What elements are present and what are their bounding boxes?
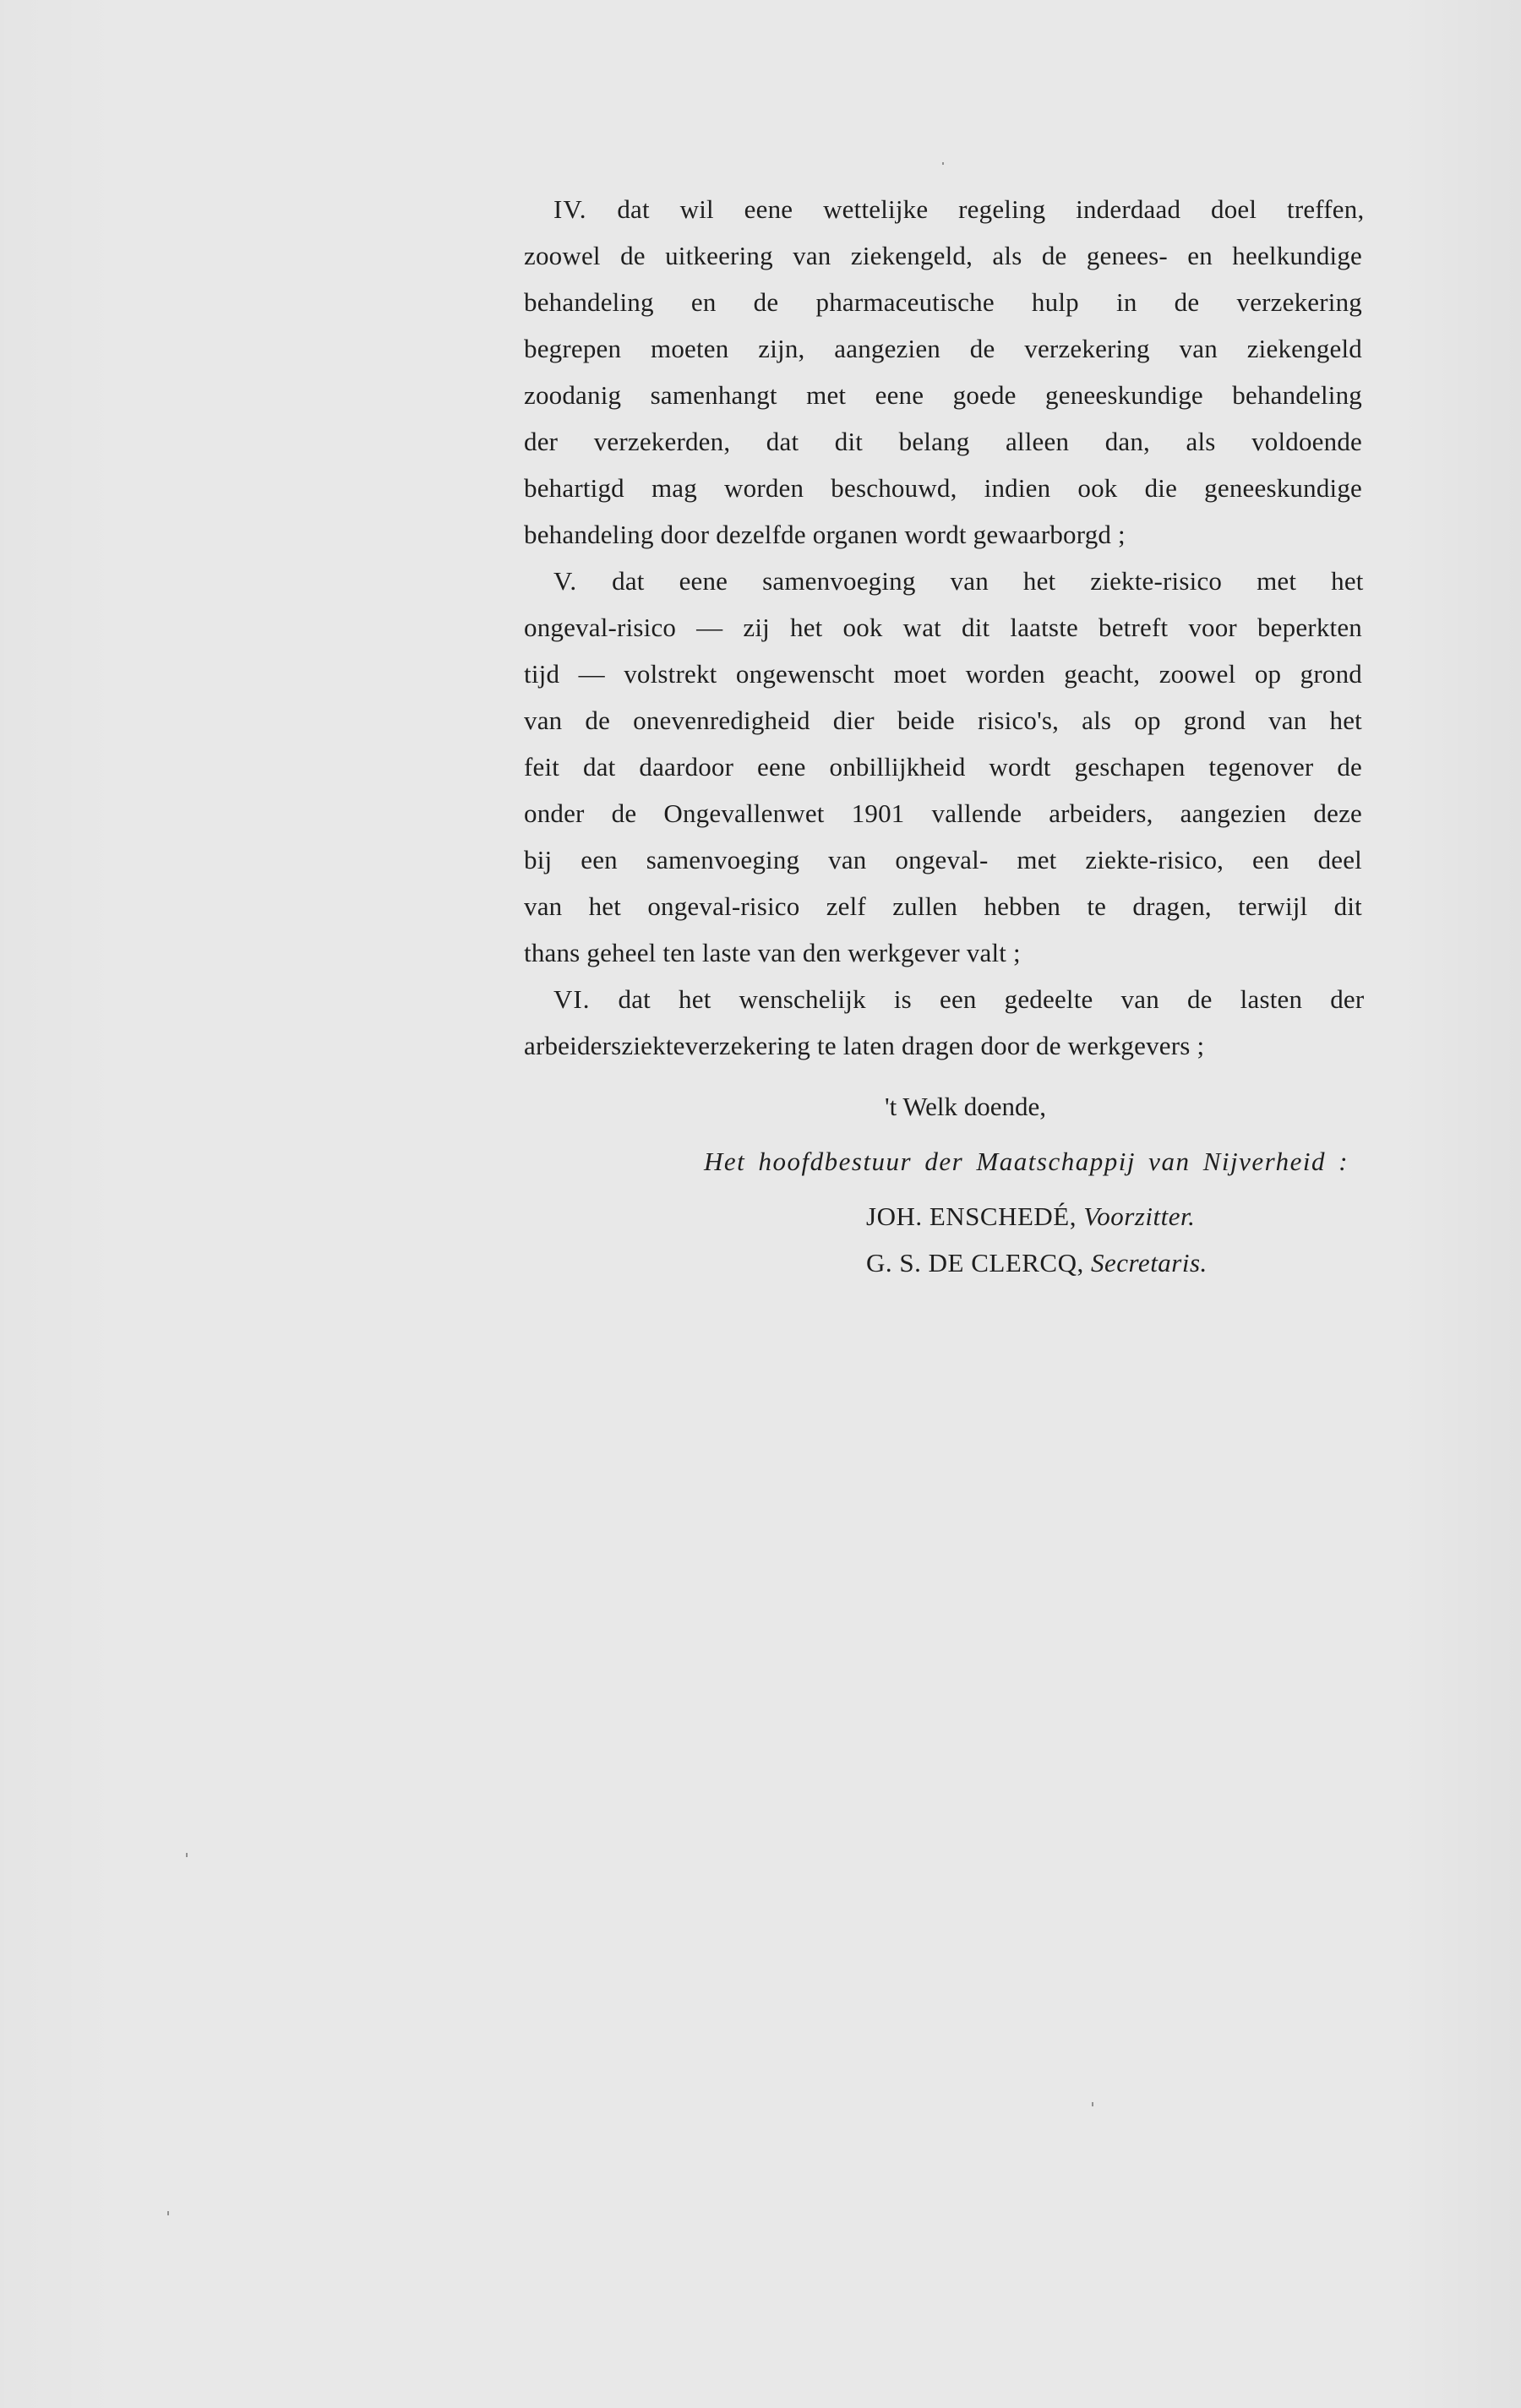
resolution-text [524, 186, 1365, 1069]
text-line: van het ongeval-risico zelf zullen hebben te dragen, terwijl dit [524, 891, 1362, 921]
line-text: dat wil eene wettelijke regeling inderdaad doel treffen, [617, 194, 1365, 224]
text-line: van de onevenredigheid dier beide risico's, als op grond van het [524, 706, 1362, 735]
signatory-name: JOH. ENSCHEDÉ, [866, 1201, 1077, 1231]
paragraph-numeral: VI. [553, 984, 591, 1014]
signatory-chairman [866, 1200, 1195, 1234]
text-line: zoowel de uitkeering van ziekengeld, als de genees- en heelkundige [524, 241, 1362, 270]
text-line [524, 976, 1365, 1022]
text-line [524, 186, 1365, 232]
paragraph-v [524, 558, 1362, 976]
text-line: der verzekerden, dat dit belang alleen dan, als voldoende [524, 427, 1362, 456]
scan-speck [1092, 2102, 1093, 2106]
text-line: behandeling door dezelfde organen wordt gewaarborgd ; [524, 520, 1126, 549]
signatory-role: Voorzitter. [1083, 1201, 1196, 1231]
text-line: begrepen moeten zijn, aangezien de verzekering van ziekengeld [524, 334, 1362, 363]
text-line: behandeling en de pharmaceutische hulp in de verzekering [524, 287, 1362, 317]
paragraph-numeral: V. [553, 566, 578, 596]
line-text: dat eene samenvoeging van het ziekte-risico met het [612, 566, 1364, 596]
signatory-name: G. S. DE CLERCQ, [866, 1248, 1084, 1278]
signatory-role: Secretaris. [1091, 1248, 1208, 1278]
text-line: arbeidersziekteverzekering te laten dragen door de werkgevers ; [524, 1031, 1205, 1060]
text-line: feit dat daardoor eene onbillijkheid wordt geschapen tegenover de [524, 752, 1362, 782]
scan-speck [186, 1853, 188, 1857]
board-signature-heading: Het hoofdbestuur der Maatschappij van Nijverheid : [704, 1147, 1349, 1176]
signatory-secretary [866, 1246, 1208, 1280]
paragraph-iv [524, 186, 1365, 558]
text-line: zoodanig samenhangt met eene goede geneeskundige behandeling [524, 380, 1362, 410]
text-line [524, 558, 1362, 604]
text-line: onder de Ongevallenwet 1901 vallende arbeiders, aangezien deze [524, 798, 1362, 828]
scan-speck [942, 162, 944, 165]
paragraph-vi [524, 976, 1365, 1069]
paragraph-numeral: IV. [553, 194, 587, 224]
text-line: behartigd mag worden beschouwd, indien ook die geneeskundige [524, 473, 1362, 503]
text-line: tijd — volstrekt ongewenscht moet worden geacht, zoowel op grond [524, 659, 1362, 689]
text-line: bij een samenvoeging van ongeval- met ziekte-risico, een deel [524, 845, 1362, 874]
closing-phrase: 't Welk doende, [885, 1092, 1047, 1121]
text-line: ongeval-risico — zij het ook wat dit laatste betreft voor beperkten [524, 613, 1362, 642]
line-text: dat het wenschelijk is een gedeelte van de lasten der [618, 984, 1365, 1014]
text-line: thans geheel ten laste van den werkgever valt ; [524, 938, 1021, 967]
scan-speck [167, 2211, 169, 2215]
